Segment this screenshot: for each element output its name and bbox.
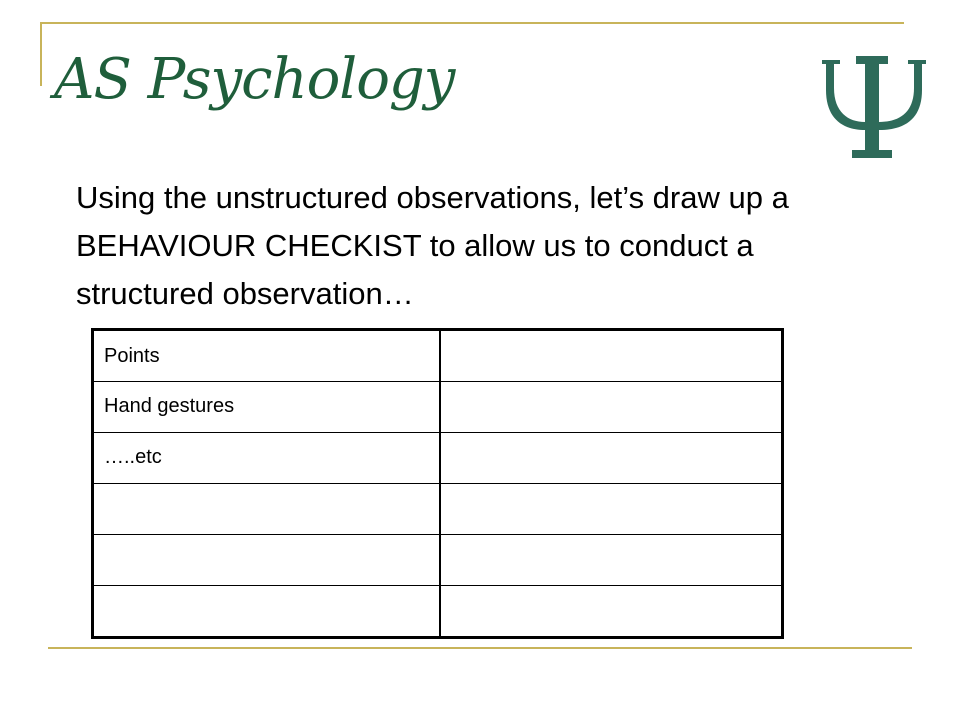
table-row — [93, 330, 783, 382]
slide-title: AS Psychology — [54, 47, 455, 112]
table-row — [93, 534, 783, 585]
behaviour-cell — [93, 483, 441, 534]
tally-cell — [440, 432, 783, 483]
tally-cell — [440, 382, 783, 433]
behaviour-checklist-table — [91, 328, 784, 639]
table-row — [93, 585, 783, 637]
frame-accent-vertical — [40, 22, 42, 86]
behaviour-cell: …..etc — [93, 432, 441, 483]
table-row — [93, 382, 783, 433]
psi-icon — [818, 52, 930, 164]
behaviour-cell: Points — [93, 330, 441, 382]
frame-accent-bottom — [48, 647, 912, 649]
table-row — [93, 483, 783, 534]
tally-cell — [440, 483, 783, 534]
behaviour-cell — [93, 534, 441, 585]
tally-cell — [440, 330, 783, 382]
table-row — [93, 432, 783, 483]
behaviour-cell: Hand gestures — [93, 382, 441, 433]
instruction-text: Using the unstructured observations, let’s draw up a BEHAVIOUR CHECKIST to allow us to conduct a structured observation… — [76, 180, 789, 311]
behaviour-cell — [93, 585, 441, 637]
tally-cell — [440, 534, 783, 585]
frame-accent-top — [40, 22, 904, 24]
tally-cell — [440, 585, 783, 637]
